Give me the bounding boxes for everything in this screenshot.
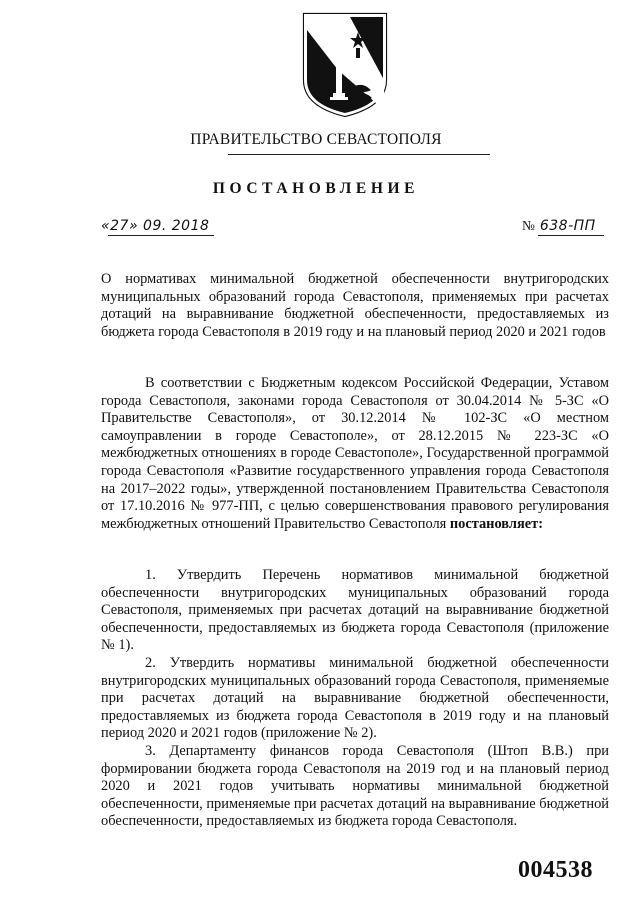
number-underline <box>538 235 604 236</box>
document-number <box>522 218 596 234</box>
resolution-item-2: 2. Утвердить нормативы минимальной бюджетной обеспеченности внутригородских муниципальных образований города Севастополя, применяемые при расчетах дотаций на выравнивание бюджетной обеспеченности, предоставляемых из бюджета города Севастополя в 2019 году и на плановый период 2020 и 2021 годов (приложение № 2). <box>101 654 609 742</box>
preamble-text: В соответствии с Бюджетным кодексом Российской Федерации, Уставом города Севастополя, законами города Севастополя от 30.04.2014 № 5-ЗС «О Правительстве Севастополя», от 30.12.2014 № 102-ЗС «О местном самоуправлении в городе Севастополе», от 28.12.2015 № 223-ЗС «О межбюджетных отношениях в городе Севастополе», Государственной программой города Севастополя «Развитие государственного управления города Севастополя на 2017–2022 годы», утвержденной постановлением Правительства Севастополя от 17.10.2016 № 977-ПП, с целью совершенствования правового регулирования межбюджетных отношений Правительство Севастополя <box>101 375 609 532</box>
document-date <box>101 218 209 234</box>
number-sign: № <box>522 218 535 233</box>
date-close-quote: » <box>128 218 139 234</box>
number-value: 638-ПП <box>534 218 596 234</box>
preamble-paragraph <box>101 375 609 533</box>
serial-number: 004538 <box>518 857 593 883</box>
resolution-item-3: 3. Департаменту финансов города Севастополя (Штоп В.В.) при формировании бюджета города Севастополя на 2019 год и на плановый период 2020 и 2021 годов учитывать нормативы минимальной бюджетной обеспеченности, применяемые при расчетах дотаций на выравнивание бюджетной обеспеченности, предоставляемых из бюджета города Севастополя. <box>101 742 609 830</box>
coat-of-arms-icon <box>300 10 390 120</box>
government-name: ПРАВИТЕЛЬСТВО СЕВАСТОПОЛЯ <box>190 131 442 148</box>
date-open-quote: « <box>101 218 111 234</box>
document-subject: О нормативах минимальной бюджетной обеспеченности внутригородских муниципальных образований города Севастополя, применяемых при расчетах дотаций на выравнивание бюджетной обеспеченности, предоставляемых из бюджета города Севастополя в 2019 году и на плановый период 2020 и 2021 годов <box>101 271 609 340</box>
resolution-item-1: 1. Утвердить Перечень нормативов минимальной бюджетной обеспеченности внутригородских муниципальных образований города Севастополя, применяемых при расчетах дотаций на выравнивание бюджетной обеспеченности, предоставляемых из бюджета города Севастополя (приложение № 1). <box>101 567 609 654</box>
date-underline <box>108 235 214 236</box>
resolution-items <box>101 567 609 831</box>
date-month-year: 09. 2018 <box>138 218 210 234</box>
preamble-resolves: постановляет: <box>449 515 543 532</box>
date-day: 27 <box>110 218 129 234</box>
header-underline <box>228 154 490 155</box>
document-type-title: ПОСТАНОВЛЕНИЕ <box>212 180 420 197</box>
